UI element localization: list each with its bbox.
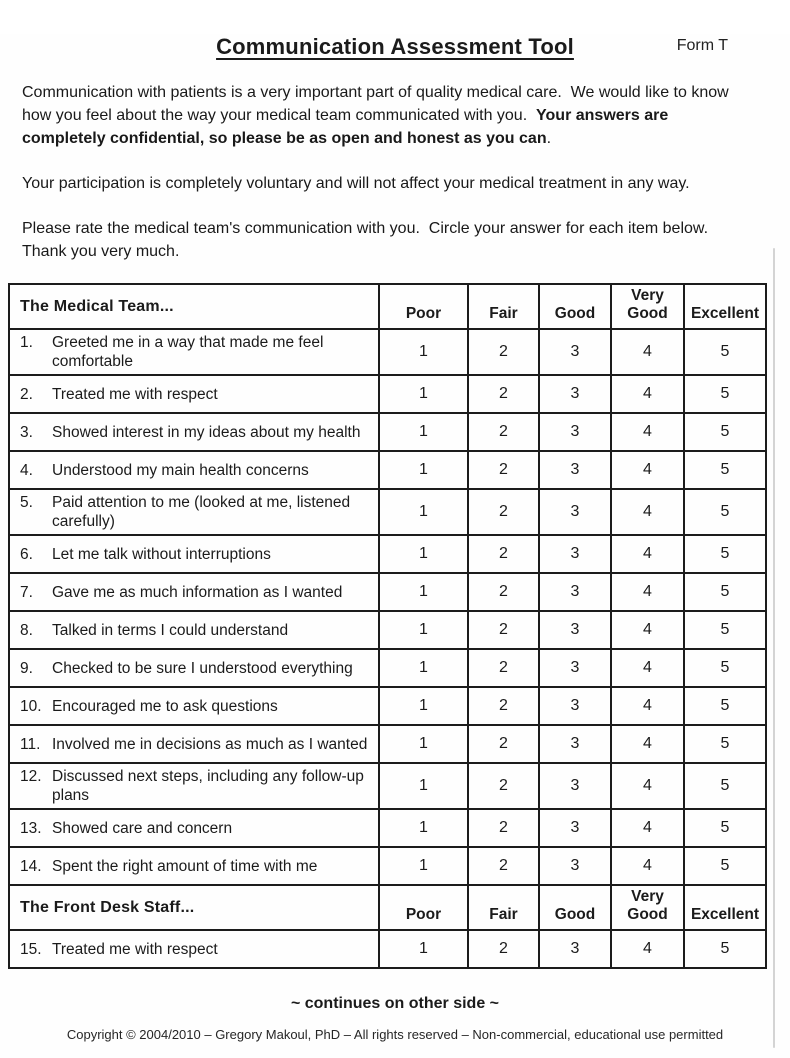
item-label: Treated me with respect — [52, 385, 218, 403]
item-number: 15. — [20, 940, 42, 958]
rating-option-5[interactable]: 5 — [684, 809, 766, 847]
item-text-cell — [9, 763, 379, 809]
rating-option-1[interactable]: 1 — [379, 687, 468, 725]
item-text-cell — [9, 649, 379, 687]
intro-paragraph-1 — [22, 81, 742, 150]
item-text-cell — [9, 725, 379, 763]
rating-option-1[interactable]: 1 — [379, 413, 468, 451]
item-label: Showed care and concern — [52, 819, 233, 837]
rating-option-2[interactable]: 2 — [468, 809, 539, 847]
item-number: 7. — [20, 583, 33, 601]
rating-header-very-good: Very Good — [611, 885, 684, 930]
rating-option-4[interactable]: 4 — [611, 687, 684, 725]
rating-option-4[interactable]: 4 — [611, 611, 684, 649]
rating-option-3[interactable]: 3 — [539, 930, 611, 968]
rating-option-3[interactable]: 3 — [539, 489, 611, 535]
item-number: 13. — [20, 819, 42, 837]
rating-header-excellent: Excellent — [684, 284, 766, 329]
rating-option-1[interactable]: 1 — [379, 725, 468, 763]
rating-option-5[interactable]: 5 — [684, 489, 766, 535]
copyright-note: Copyright © 2004/2010 – Gregory Makoul, PhD – All rights reserved – Non-commercial, educational use permitted — [66, 1027, 724, 1042]
item-row — [9, 847, 766, 885]
rating-option-2[interactable]: 2 — [468, 535, 539, 573]
rating-option-4[interactable]: 4 — [611, 763, 684, 809]
rating-option-1[interactable]: 1 — [379, 573, 468, 611]
rating-option-4[interactable]: 4 — [611, 329, 684, 375]
item-number: 6. — [20, 545, 33, 563]
rating-option-2[interactable]: 2 — [468, 847, 539, 885]
rating-option-4[interactable]: 4 — [611, 930, 684, 968]
document-page — [0, 34, 790, 1058]
rating-option-1[interactable]: 1 — [379, 489, 468, 535]
item-label: Paid attention to me (looked at me, listened carefully) — [52, 494, 351, 530]
item-row — [9, 763, 766, 809]
item-row — [9, 649, 766, 687]
item-number: 10. — [20, 697, 42, 715]
rating-option-2[interactable]: 2 — [468, 413, 539, 451]
rating-option-1[interactable]: 1 — [379, 809, 468, 847]
rating-header-poor: Poor — [379, 885, 468, 930]
rating-option-1[interactable]: 1 — [379, 329, 468, 375]
item-row — [9, 413, 766, 451]
rating-option-2[interactable]: 2 — [468, 930, 539, 968]
item-number: 1. — [20, 334, 33, 351]
item-label: Understood my main health concerns — [52, 461, 309, 479]
item-text-cell — [9, 809, 379, 847]
rating-option-5[interactable]: 5 — [684, 611, 766, 649]
rating-option-4[interactable]: 4 — [611, 451, 684, 489]
rating-option-1[interactable]: 1 — [379, 451, 468, 489]
intro-paragraph-3: Please rate the medical team's communication with you. Circle your answer for each item below. Thank you very much. — [22, 220, 717, 260]
item-text-cell — [9, 687, 379, 725]
assessment-table — [8, 283, 767, 969]
rating-option-3[interactable]: 3 — [539, 413, 611, 451]
rating-option-3[interactable]: 3 — [539, 725, 611, 763]
rating-option-5[interactable]: 5 — [684, 375, 766, 413]
rating-option-3[interactable]: 3 — [539, 329, 611, 375]
item-number: 8. — [20, 621, 33, 639]
item-row — [9, 725, 766, 763]
item-number: 2. — [20, 385, 33, 403]
item-text-cell — [9, 573, 379, 611]
rating-option-4[interactable]: 4 — [611, 489, 684, 535]
item-text-cell — [9, 611, 379, 649]
item-row — [9, 489, 766, 535]
rating-option-5[interactable]: 5 — [684, 329, 766, 375]
rating-option-1[interactable]: 1 — [379, 611, 468, 649]
item-text-cell — [9, 847, 379, 885]
rating-option-2[interactable]: 2 — [468, 687, 539, 725]
item-number: 4. — [20, 461, 33, 479]
rating-option-2[interactable]: 2 — [468, 329, 539, 375]
item-label: Talked in terms I could understand — [52, 621, 289, 639]
section-title: The Medical Team... — [9, 284, 379, 329]
rating-option-2[interactable]: 2 — [468, 573, 539, 611]
rating-option-3[interactable]: 3 — [539, 535, 611, 573]
rating-option-4[interactable]: 4 — [611, 535, 684, 573]
item-label: Spent the right amount of time with me — [52, 857, 318, 875]
rating-header-poor: Poor — [379, 284, 468, 329]
item-label: Gave me as much information as I wanted — [52, 583, 343, 601]
rating-option-3[interactable]: 3 — [539, 847, 611, 885]
rating-option-5[interactable]: 5 — [684, 573, 766, 611]
item-number: 9. — [20, 659, 33, 677]
rating-option-5[interactable]: 5 — [684, 649, 766, 687]
rating-option-3[interactable]: 3 — [539, 451, 611, 489]
rating-option-4[interactable]: 4 — [611, 725, 684, 763]
item-row — [9, 375, 766, 413]
rating-option-5[interactable]: 5 — [684, 451, 766, 489]
rating-option-5[interactable]: 5 — [684, 763, 766, 809]
item-number: 12. — [20, 768, 42, 785]
rating-option-2[interactable]: 2 — [468, 649, 539, 687]
intro-paragraph-1-period: . — [546, 130, 552, 147]
section-header-row — [9, 284, 766, 329]
rating-option-1[interactable]: 1 — [379, 535, 468, 573]
item-text-cell — [9, 930, 379, 968]
rating-header-very-good: Very Good — [611, 284, 684, 329]
item-number: 11. — [20, 735, 41, 753]
rating-option-1[interactable]: 1 — [379, 375, 468, 413]
item-text-cell — [9, 451, 379, 489]
item-row — [9, 809, 766, 847]
item-row — [9, 451, 766, 489]
item-label: Checked to be sure I understood everything — [52, 659, 353, 677]
item-number: 3. — [20, 423, 33, 441]
rating-option-1[interactable]: 1 — [379, 649, 468, 687]
item-label: Showed interest in my ideas about my health — [52, 423, 361, 441]
intro-paragraph-2: Your participation is completely voluntary and will not affect your medical treatment in any way. — [22, 175, 690, 192]
rating-header-good: Good — [539, 284, 611, 329]
form-label: Form T — [676, 37, 728, 54]
rating-option-4[interactable]: 4 — [611, 649, 684, 687]
item-label: Treated me with respect — [52, 940, 218, 958]
item-text-cell — [9, 535, 379, 573]
rating-option-1[interactable]: 1 — [379, 847, 468, 885]
continues-note: ~ continues on other side ~ — [290, 995, 500, 1012]
assessment-table-body — [9, 284, 766, 968]
rating-option-4[interactable]: 4 — [611, 809, 684, 847]
item-row — [9, 535, 766, 573]
scan-artifact-line — [773, 248, 775, 1048]
item-number: 14. — [20, 857, 42, 875]
rating-option-2[interactable]: 2 — [468, 375, 539, 413]
item-label: Discussed next steps, including any follow-up plans — [52, 768, 364, 804]
rating-option-4[interactable]: 4 — [611, 413, 684, 451]
item-row — [9, 930, 766, 968]
rating-option-3[interactable]: 3 — [539, 687, 611, 725]
rating-option-5[interactable]: 5 — [684, 930, 766, 968]
rating-option-3[interactable]: 3 — [539, 375, 611, 413]
item-row — [9, 329, 766, 375]
intro-paragraph-1-text: Communication with patients is a very important part of quality medical care. We would like to know how you feel about the way your medical team communicated with you. — [22, 84, 734, 124]
item-label: Greeted me in a way that made me feel comfortable — [52, 334, 324, 370]
rating-option-5[interactable]: 5 — [684, 535, 766, 573]
item-text-cell — [9, 413, 379, 451]
section-header-row — [9, 885, 766, 930]
rating-option-4[interactable]: 4 — [611, 573, 684, 611]
rating-option-3[interactable]: 3 — [539, 611, 611, 649]
rating-option-2[interactable]: 2 — [468, 611, 539, 649]
item-label: Encouraged me to ask questions — [52, 697, 278, 715]
item-text-cell — [9, 375, 379, 413]
rating-header-good: Good — [539, 885, 611, 930]
item-number: 5. — [20, 494, 33, 511]
rating-header-fair: Fair — [468, 284, 539, 329]
rating-option-3[interactable]: 3 — [539, 763, 611, 809]
rating-option-5[interactable]: 5 — [684, 413, 766, 451]
rating-option-1[interactable]: 1 — [379, 763, 468, 809]
rating-header-excellent: Excellent — [684, 885, 766, 930]
item-row — [9, 573, 766, 611]
rating-option-4[interactable]: 4 — [611, 847, 684, 885]
rating-option-3[interactable]: 3 — [539, 649, 611, 687]
item-label: Let me talk without interruptions — [52, 545, 271, 563]
rating-option-3[interactable]: 3 — [539, 573, 611, 611]
page-title — [0, 34, 790, 60]
rating-option-5[interactable]: 5 — [684, 725, 766, 763]
rating-option-2[interactable]: 2 — [468, 451, 539, 489]
rating-option-4[interactable]: 4 — [611, 375, 684, 413]
rating-header-fair: Fair — [468, 885, 539, 930]
item-text-cell — [9, 329, 379, 375]
rating-option-5[interactable]: 5 — [684, 687, 766, 725]
item-text-cell — [9, 489, 379, 535]
item-row — [9, 687, 766, 725]
rating-option-2[interactable]: 2 — [468, 489, 539, 535]
section-title: The Front Desk Staff... — [9, 885, 379, 930]
item-label: Involved me in decisions as much as I wanted — [52, 735, 368, 753]
item-row — [9, 611, 766, 649]
rating-option-3[interactable]: 3 — [539, 809, 611, 847]
page-title-text: Communication Assessment Tool — [216, 34, 574, 59]
rating-option-1[interactable]: 1 — [379, 930, 468, 968]
intro-paragraph-1-bold: Your answers are completely confidential, so please be as open and honest as you can — [22, 107, 673, 147]
rating-option-2[interactable]: 2 — [468, 763, 539, 809]
rating-option-5[interactable]: 5 — [684, 847, 766, 885]
rating-option-2[interactable]: 2 — [468, 725, 539, 763]
